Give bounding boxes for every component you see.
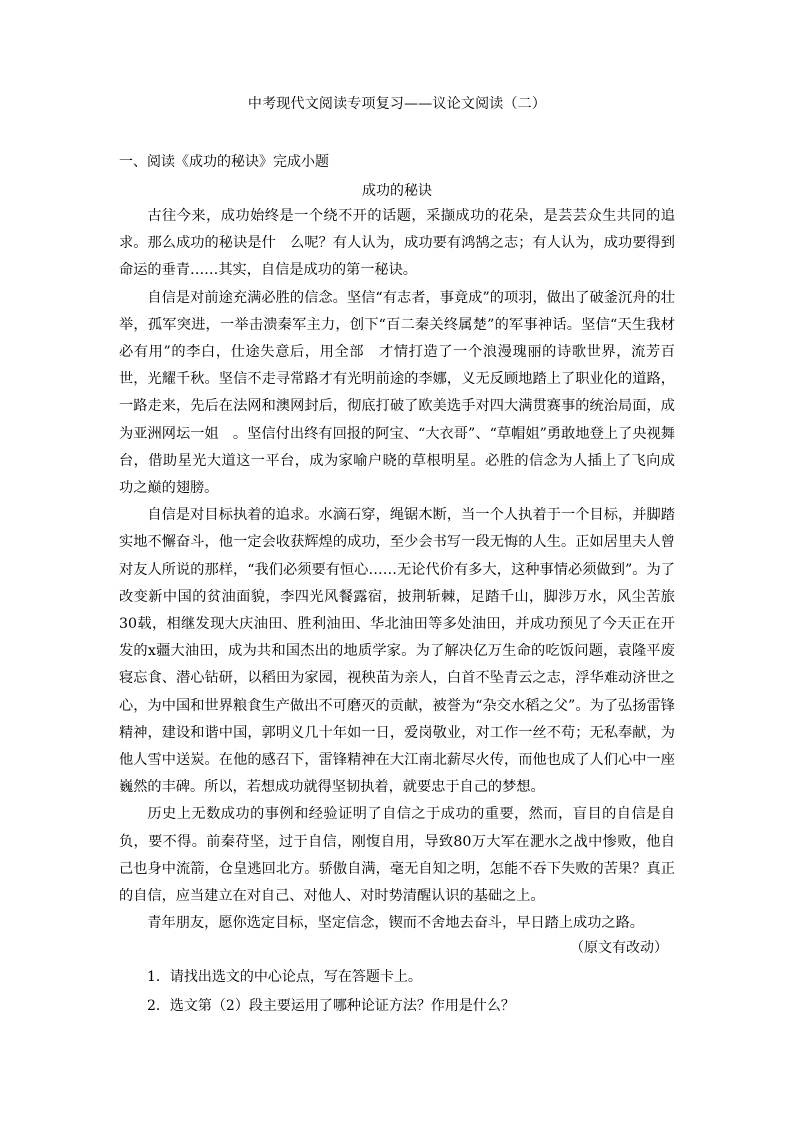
paragraph-1: 古往今来，成功始终是一个绕不开的话题，采撷成功的花朵，是芸芸众生共同的追求。那么成功的秘诀是什 么呢？有人认为，成功要有鸿鹄之志；有人认为，成功要得到命运的垂青……其实，自信是成功的第一秘诀。	[119, 208, 675, 279]
article-body	[119, 203, 690, 937]
paragraph-4: 历史上无数成功的事例和经验证明了自信之于成功的重要，然而，盲目的自信是自负，要不得。前秦苻坚，过于自信，刚愎自用，导致80万大军在淝水之战中惨败，他自己也身中流箭，仓皇逃回北方。骄傲自满，毫无自知之明，怎能不吞下失败的苦果？真正的自信，应当建立在对自己、对他人、对时势清醒认识的基础之上。	[119, 806, 675, 905]
paragraph-3: 自信是对目标执着的追求。水滴石穿，绳锯木断，当一个人执着于一个目标，并脚踏实地不懈奋斗，他一定会收获辉煌的成功，至少会书写一段无悔的人生。正如居里夫人曾对友人所说的那样，“我们必须要有恒心……无论代价有多大，这种事情必须做到”。为了改变新中国的贫油面貌，李四光风餐露宿，披荆斩棘，足踏千山，脚涉万水，风尘苦旅30载，相继发现大庆油田、胜利油田、华北油田等多处油田，并成功预见了今天正在开发的x疆大油田，成为共和国杰出的地质学家。为了解决亿万生命的吃饭问题，袁隆平废寝忘食、潜心钻研，以稻田为家园，视秧苗为亲人，白首不坠青云之志，浮华难动济世之心，为中国和世界粮食生产做出不可磨灭的贡献，被誉为“杂交水稻之父”。为了弘扬雷锋精神，建设和谐中国，郭明义几十年如一日，爱岗敬业，对工作一丝不苟；无私奉献，为他人雪中送炭。在他的感召下，雷锋精神在大江南北薪尽火传，而他也成了人们心中一座巍然的丰碑。所以，若想成功就得坚韧执着，就要忠于自己的梦想。	[119, 507, 675, 796]
paragraph-2: 自信是对前途充满必胜的信念。坚信“有志者，事竟成”的项羽，做出了破釜沉舟的壮举，孤军突进，一举击溃秦军主力，创下“百二秦关终属楚”的军事神话。坚信“天生我材必有用”的李白，仕途失意后，用全部 才情打造了一个浪漫瑰丽的诗歌世界，流芳百世，光耀千秋。坚信不走寻常路才有光明前途的李娜，义无反顾地踏上了职业化的道路，一路走来，先后在法网和澳网封后，彻底打破了欧美选手对四大满贯赛事的统治局面，成为亚洲网坛一姐 。坚信付出终有回报的阿宝、“大衣哥”、“草帽姐”勇敢地登上了央视舞台，借助星光大道这一平台，成为家喻户晓的草根明星。必胜的信念为人插上了飞向成 功之巅的翅膀。	[119, 289, 690, 497]
section-heading: 一、阅读《成功的秘诀》完成小题	[119, 154, 329, 170]
paragraph-5: 青年朋友，愿你选定目标，坚定信念，锲而不舍地去奋斗，早日踏上成功之路。	[147, 915, 644, 932]
question-1: 1．请找出选文的中心论点，写在答题卡上。	[147, 969, 422, 985]
document-title: 中考现代文阅读专项复习——议论文阅读（二）	[247, 96, 547, 112]
article-title: 成功的秘诀	[362, 183, 432, 199]
source-note: （原文有改动）	[570, 940, 668, 956]
question-2: 2．选文第（2）段主要运用了哪种论证方法？作用是什么？	[147, 998, 515, 1014]
